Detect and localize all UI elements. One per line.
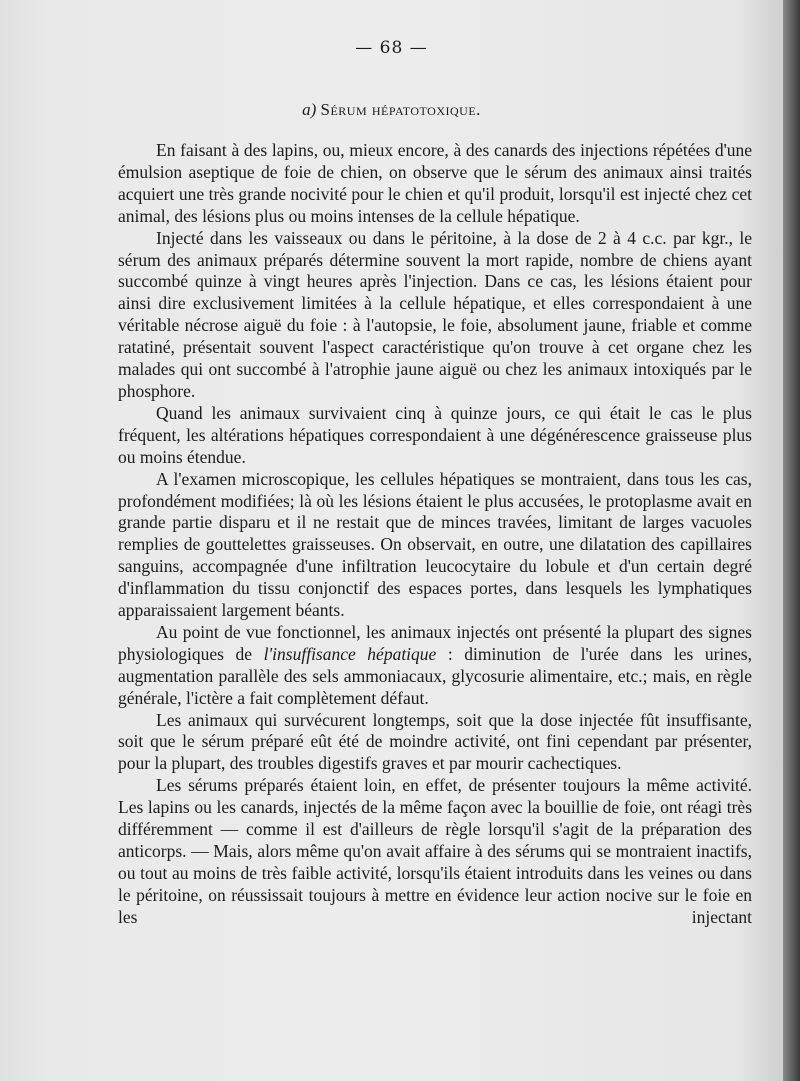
- page-number: — 68 —: [355, 38, 428, 58]
- paragraph-text: Au point de vue fonctionnel, les animaux injectés ont présenté la plupart des signes physiologiques de: [118, 621, 752, 664]
- paragraph: Les sérums préparés étaient loin, en effet, de présenter toujours la même activité. Les lapins ou les canards, injectés de la même façon avec la bouillie de foie, ont réagi très différemment — comme il est d'ailleurs de règle lorsqu'il s'agit de la préparation des anticorps. — Mais, alors même qu'on avait affaire à des sérums qui se montraient inactifs, ou tout au moins de très faible activité, lorsqu'ils étaient introduits dans les veines ou dans le péritoine, on réussissait toujours à mettre en évidence leur action nocive sur le foie en les injectant: [118, 775, 752, 927]
- body-text: [118, 140, 752, 929]
- paragraph: Les animaux qui survécurent longtemps, soit que la dose injectée fût insuffisante, soit que le sérum préparé eût été de moindre activité, ont fini cependant par présenter, pour la plupart, des troubles digestifs graves et par mourir cachectiques.: [118, 709, 752, 774]
- section-title: Sérum hépatotoxique.: [320, 100, 481, 119]
- paragraph-text: : diminution de l'urée dans les urines, augmentation parallèle des sels ammoniacaux, glycosurie alimentaire, etc.; mais, en règle générale, l'ictère a fait complètement défaut.: [118, 643, 752, 708]
- paragraph: Quand les animaux survivaient cinq à quinze jours, ce qui était le cas le plus fréquent, les altérations hépatiques correspondaient à une dégénérescence graisseuse plus ou moins étendue.: [118, 402, 752, 467]
- paragraph: A l'examen microscopique, les cellules hépatiques se montraient, dans tous les cas, profondément modifiées; là où les lésions étaient le plus accusées, le protoplasme avait en grande partie disparu et il ne restait que de minces travées, limitant de larges vacuoles remplies de gouttelettes graisseuses. On observait, en outre, une dilatation des capillaires sanguins, accompagnée d'une infiltration leucocytaire du lobule et d'un certain degré d'inflammation du tissu conjonctif des espaces portes, dans lesquels les lymphatiques apparaissaient largement béants.: [118, 468, 752, 621]
- section-heading: [0, 100, 783, 120]
- paragraph: Injecté dans les vaisseaux ou dans le péritoine, à la dose de 2 à 4 c.c. par kgr., le sérum des animaux préparés détermine souvent la mort rapide, nombre de chiens ayant succombé quinze à vingt heures après l'injection. Dans ce cas, les lésions étaient pour ainsi dire exclusivement limitées à la cellule hépatique, et elles correspondaient à une véritable nécrose aiguë du foie : à l'autopsie, le foie, absolument jaune, friable et comme ratatiné, présentait souvent l'aspect caractéristique qu'on trouve à cet organe chez les malades qui ont succombé à l'atrophie jaune aiguë ou chez les animaux intoxiqués par le phosphore.: [118, 227, 752, 401]
- paragraph: [118, 622, 752, 710]
- emphasis-text: l'insuffisance hépatique: [263, 643, 437, 664]
- page-edge-shadow: [783, 0, 800, 1081]
- paragraph: En faisant à des lapins, ou, mieux encore, à des canards des injections répétées d'une émulsion aseptique de foie de chien, on observe que le sérum des animaux ainsi traités acquiert une très grande nocivité pour le chien et qu'il produit, lorsqu'il est injecté chez cet animal, des lésions plus ou moins intenses de la cellule hépatique.: [118, 140, 752, 226]
- section-label: a): [302, 100, 317, 119]
